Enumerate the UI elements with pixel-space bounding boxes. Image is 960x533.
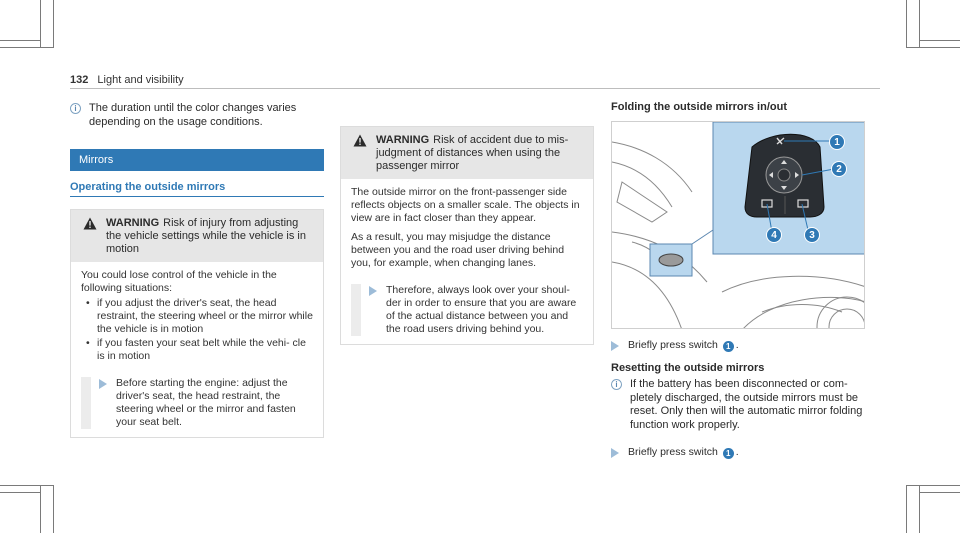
- page-number: 132: [70, 74, 89, 86]
- action-text: Before starting the engine: adjust the driver's seat, the head restraint, the steering wheel or the mirror and fasten your seat belt.: [116, 377, 296, 428]
- warning-body: [341, 179, 593, 344]
- warning-header: [341, 127, 593, 179]
- subheading: Resetting the outside mirrors: [611, 362, 765, 374]
- warning-header: [71, 210, 323, 262]
- info-icon: i: [611, 379, 622, 390]
- action-step: [81, 377, 313, 429]
- action-suffix: .: [735, 339, 739, 351]
- warning-body: [71, 262, 323, 437]
- action-arrow-icon: [611, 448, 619, 458]
- action-bar: [81, 377, 91, 429]
- section-heading: Folding the outside mirrors in/out: [611, 101, 787, 113]
- note-text: If the battery has been disconnected or com- pletely discharged, the outside mirrors must be reset. Only then will the automatic mirror folding function work properly.: [630, 378, 863, 431]
- callout-badge: 4: [766, 227, 782, 243]
- crop-mark: [920, 40, 960, 41]
- mirror-switch-figure: [611, 121, 865, 329]
- action-text: Therefore, always look over your shoul- der in order to ensure that you are aware of the actual distance between you and the road users driving behind you.: [386, 284, 577, 335]
- callout-badge: 1: [829, 134, 845, 150]
- list-item: • if you adjust the driver's seat, the head restraint, the steering wheel or the mirror while the vehicle is in motion: [81, 297, 313, 336]
- action-text: Briefly press switch: [628, 446, 718, 458]
- header-divider: [70, 88, 880, 89]
- warning-headline: Risk of accident due to mis- judgment of distances when using the passenger mirror: [376, 134, 569, 172]
- subheading: Operating the outside mirrors: [70, 181, 324, 197]
- warning-headline: Risk of injury from adjusting the vehicle settings while the vehicle is in motion: [106, 217, 306, 255]
- crop-mark: [53, 485, 54, 533]
- note-text: The duration until the color changes varies depending on the usage conditions.: [89, 102, 297, 128]
- crop-mark: [920, 492, 960, 493]
- section-name: Light and visibility: [97, 74, 184, 86]
- column-left: [70, 102, 324, 438]
- callout-badge: 2: [831, 161, 847, 177]
- column-right: [611, 101, 881, 459]
- switch-ref-badge: 1: [723, 448, 734, 459]
- page-header: [70, 74, 184, 86]
- action-arrow-icon: [99, 379, 107, 389]
- section-title: Mirrors: [70, 149, 324, 171]
- door-panel-illustration: [612, 122, 865, 329]
- crop-mark: [0, 47, 53, 48]
- crop-mark: [40, 485, 41, 533]
- info-icon: i: [70, 103, 81, 114]
- callout-badge: 3: [804, 227, 820, 243]
- warning-box: [340, 126, 594, 345]
- action-text: Briefly press switch: [628, 339, 718, 351]
- crop-mark: [906, 485, 960, 486]
- action-step: [611, 446, 881, 459]
- action-step: [611, 339, 881, 352]
- crop-mark: [0, 40, 40, 41]
- action-bar: [351, 284, 361, 336]
- crop-mark: [0, 485, 53, 486]
- crop-mark: [40, 0, 41, 48]
- info-note: [70, 102, 324, 129]
- warning-text: The outside mirror on the front-passenger side reflects objects on a smaller scale. The objects in view are in fact closer than they appear.: [351, 186, 580, 224]
- crop-mark: [53, 0, 54, 48]
- action-suffix: .: [735, 446, 739, 458]
- crop-mark: [906, 47, 960, 48]
- warning-triangle-icon: [353, 134, 367, 147]
- action-arrow-icon: [369, 286, 377, 296]
- column-middle: [340, 126, 594, 345]
- warning-list: [81, 297, 313, 363]
- action-step: [351, 284, 583, 336]
- crop-mark: [906, 0, 907, 48]
- warning-box: [70, 209, 324, 438]
- crop-mark: [0, 492, 40, 493]
- warning-text: As a result, you may misjudge the distance between you and the road user driving behind you, for example, when changing lanes.: [351, 231, 565, 269]
- crop-mark: [906, 485, 907, 533]
- switch-ref-badge: 1: [723, 341, 734, 352]
- warning-triangle-icon: [83, 217, 97, 230]
- info-note: [611, 378, 881, 432]
- warning-label: WARNING: [376, 134, 430, 146]
- list-item: • if you fasten your seat belt while the vehi- cle is in motion: [81, 337, 313, 363]
- warning-label: WARNING: [106, 217, 160, 229]
- warning-text: You could lose control of the vehicle in the following situations:: [81, 269, 277, 294]
- action-arrow-icon: [611, 341, 619, 351]
